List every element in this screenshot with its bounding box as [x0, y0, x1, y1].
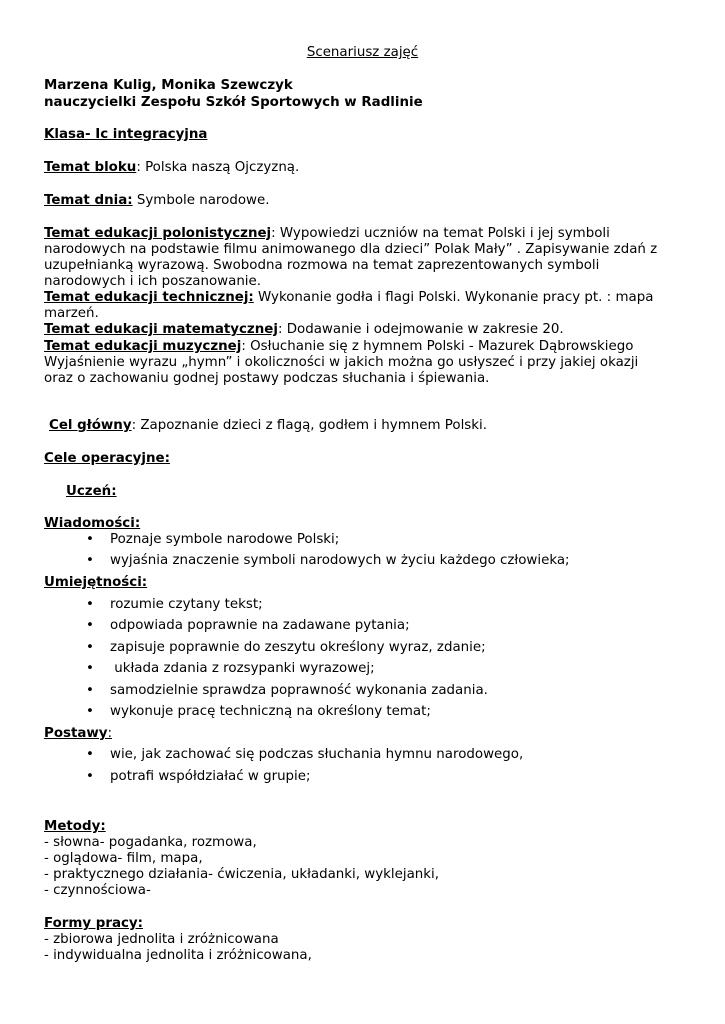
- list-item: [86, 617, 410, 634]
- list-item: [86, 660, 375, 677]
- authors: Marzena Kulig, Monika Szewczyk: [44, 78, 293, 93]
- school-line: nauczycielki Zespołu Szkół Sportowych w Radlinie: [44, 95, 423, 110]
- technical-label: Temat edukacji technicznej:: [44, 290, 254, 305]
- polonist-text-1: : Wypowiedzi uczniów na temat Polski i jej symboli: [271, 226, 610, 241]
- math-line: [44, 321, 564, 338]
- list-item-text: wie, jak zachować się podczas słuchania hymnu narodowego,: [110, 747, 524, 762]
- bullet-icon: •: [86, 683, 94, 698]
- list-item: [86, 596, 263, 613]
- bullet-icon: •: [86, 661, 94, 676]
- attitudes-colon: :: [107, 726, 113, 741]
- bullet-icon: •: [86, 704, 94, 719]
- list-item-text: Poznaje symbole narodowe Polski;: [110, 532, 340, 547]
- list-item-text: zapisuje poprawnie do zeszytu określony wyraz, zdanie;: [110, 640, 486, 655]
- knowledge-heading: Wiadomości:: [44, 516, 141, 531]
- methods-item: - czynnościowa-: [44, 883, 151, 898]
- main-goal-label: Cel główny: [49, 418, 132, 433]
- bullet-icon: •: [86, 553, 94, 568]
- methods-item: - praktycznego działania- ćwiczenia, układanki, wyklejanki,: [44, 867, 440, 882]
- block-topic-text: : Polska naszą Ojczyzną.: [136, 160, 300, 175]
- work-forms-heading: Formy pracy:: [44, 916, 143, 931]
- math-label: Temat edukacji matematycznej: [44, 322, 278, 337]
- document-title: [0, 44, 725, 61]
- bullet-icon: •: [86, 618, 94, 633]
- main-goal: [49, 417, 487, 434]
- attitudes-heading: [44, 725, 112, 742]
- list-item-text: wykonuje pracę techniczną na określony temat;: [110, 704, 431, 719]
- day-topic: [44, 192, 269, 209]
- methods-item: - oglądowa- film, mapa,: [44, 851, 203, 866]
- polonist-label: Temat edukacji polonistycznej: [44, 226, 272, 241]
- methods-item: - słowna- pogadanka, rozmowa,: [44, 835, 257, 850]
- bullet-icon: •: [86, 747, 94, 762]
- work-forms-item: - indywidualna jednolita i zróżnicowana,: [44, 948, 312, 963]
- music-line-2: Wyjaśnienie wyrazu „hymn” i okoliczności w jakich można go usłyszeć i przy jakiej okazji: [44, 355, 639, 370]
- math-text: : Dodawanie i odejmowanie w zakresie 20.: [277, 322, 564, 337]
- day-topic-text: Symbole narodowe.: [132, 193, 270, 208]
- bullet-icon: •: [86, 532, 94, 547]
- operational-goals-heading: Cele operacyjne:: [44, 451, 170, 466]
- list-item: [86, 746, 523, 763]
- technical-text-1: Wykonanie godła i flagi Polski. Wykonanie pracy pt. : mapa: [253, 290, 654, 305]
- list-item-text: wyjaśnia znaczenie symboli narodowych w życiu każdego człowieka;: [110, 553, 570, 568]
- list-item: [86, 703, 431, 720]
- list-item: [86, 552, 570, 569]
- list-item-text: samodzielnie sprawdza poprawność wykonania zadania.: [110, 683, 488, 698]
- music-line-1: [44, 338, 633, 355]
- attitudes-label: Postawy: [44, 726, 108, 741]
- polonist-line-1: [44, 225, 610, 242]
- list-item: [86, 682, 488, 699]
- list-item: [86, 768, 311, 785]
- list-item-text: rozumie czytany tekst;: [110, 597, 263, 612]
- bullet-icon: •: [86, 597, 94, 612]
- music-line-3: oraz o zachowaniu godnej postawy podczas słuchania i śpiewania.: [44, 371, 490, 386]
- list-item: [86, 531, 339, 548]
- work-forms-item: - zbiorowa jednolita i zróżnicowana: [44, 932, 279, 947]
- list-item: [86, 639, 486, 656]
- polonist-line-2: narodowych na podstawie filmu animowanego dla dzieci” Polak Mały” . Zapisywanie zdań z: [44, 242, 658, 257]
- polonist-line-3: uzupełnianką wyrazową. Swobodna rozmowa na temat zaprezentowanych symboli: [44, 258, 600, 273]
- technical-line-1: [44, 289, 653, 306]
- day-topic-label: Temat dnia:: [44, 193, 133, 208]
- list-item-text: odpowiada poprawnie na zadawane pytania;: [110, 618, 410, 633]
- skills-heading: Umiejętności:: [44, 575, 148, 590]
- class-heading: Klasa- Ic integracyjna: [44, 127, 208, 142]
- bullet-icon: •: [86, 769, 94, 784]
- title-text: Scenariusz zajęć: [306, 45, 419, 60]
- technical-line-2: marzeń.: [44, 306, 99, 321]
- list-item-text: potrafi współdziałać w grupie;: [110, 769, 311, 784]
- polonist-line-4: narodowych i ich poszanowanie.: [44, 274, 262, 289]
- bullet-icon: •: [86, 640, 94, 655]
- block-topic-label: Temat bloku: [44, 160, 137, 175]
- block-topic: [44, 159, 299, 176]
- music-label: Temat edukacji muzycznej: [44, 339, 242, 354]
- methods-heading: Metody:: [44, 819, 106, 834]
- main-goal-text: : Zapoznanie dzieci z flagą, godłem i hymnem Polski.: [131, 418, 488, 433]
- student-heading: Uczeń:: [66, 484, 117, 499]
- list-item-text: układa zdania z rozsypanki wyrazowej;: [110, 661, 375, 676]
- music-text-1: : Osłuchanie się z hymnem Polski - Mazurek Dąbrowskiego: [241, 339, 634, 354]
